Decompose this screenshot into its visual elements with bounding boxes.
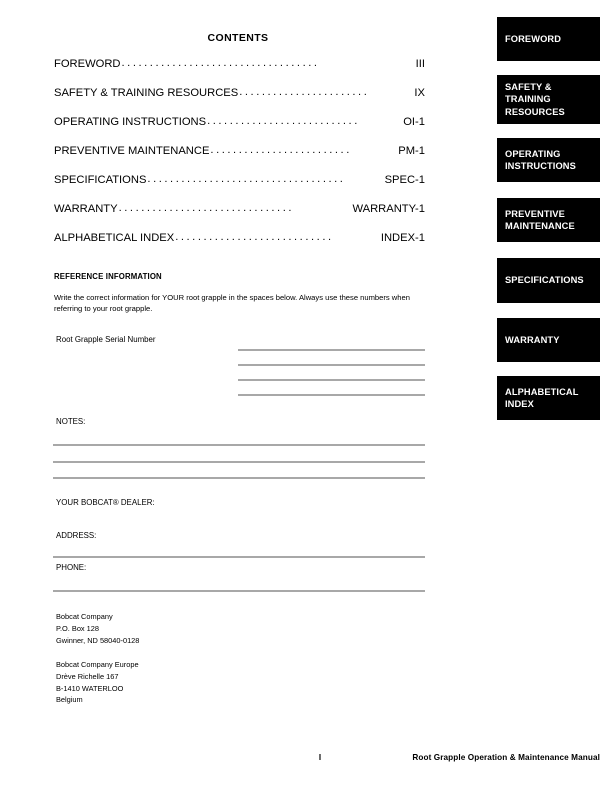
toc-entry-warranty[interactable] — [54, 203, 425, 232]
toc-dot-leader: ............................... — [118, 203, 295, 214]
address-line: Bobcat Company — [56, 612, 113, 621]
toc-label: WARRANTY — [54, 203, 118, 215]
toc-entry-specifications[interactable] — [54, 174, 425, 203]
phone-line[interactable] — [53, 590, 425, 592]
section-tab-alphabetical-index[interactable] — [497, 376, 600, 420]
toc-dot-leader: ............................ — [175, 232, 334, 243]
toc-page-number: OI-1 — [403, 116, 425, 128]
notes-label: NOTES: — [56, 417, 86, 426]
section-tab-warranty[interactable] — [497, 318, 600, 362]
toc-dot-leader: ................................... — [147, 174, 346, 185]
toc-page-number: WARRANTY-1 — [352, 203, 425, 215]
serial-number-line-1[interactable] — [238, 349, 425, 351]
section-tab-line: INSTRUCTIONS — [505, 161, 576, 171]
section-tab-foreword[interactable] — [497, 17, 600, 61]
toc-entry-alphabetical-index[interactable] — [54, 232, 425, 261]
notes-line-3[interactable] — [53, 477, 425, 479]
section-tab-line: TRAINING — [505, 94, 551, 105]
address-label: ADDRESS: — [56, 531, 97, 540]
toc-label: FOREWORD — [54, 58, 121, 70]
notes-line-1[interactable] — [53, 444, 425, 446]
toc-entry-safety-training-resources[interactable] — [54, 87, 425, 116]
section-tab-specifications[interactable] — [497, 258, 600, 303]
serial-number-line-4[interactable] — [238, 394, 425, 396]
toc-dot-leader: ......................... — [210, 145, 352, 156]
footer-manual-title: Root Grapple Operation & Maintenance Manual — [412, 753, 600, 762]
section-tab-line: MAINTENANCE — [505, 221, 575, 231]
address-line: Belgium — [56, 695, 83, 705]
toc-label: OPERATING INSTRUCTIONS — [54, 116, 207, 128]
serial-number-label: Root Grapple Serial Number — [56, 335, 156, 344]
toc-dot-leader: ....................... — [239, 87, 370, 98]
toc-page-number: IX — [414, 87, 425, 99]
toc-label: SPECIFICATIONS — [54, 174, 147, 186]
toc-page-number: PM-1 — [398, 145, 425, 157]
section-tab-line: OPERATING — [505, 148, 561, 159]
toc-entry-preventive-maintenance[interactable] — [54, 145, 425, 174]
section-tab-safety-training-resources[interactable] — [497, 75, 600, 124]
section-tab-operating-instructions[interactable] — [497, 138, 600, 182]
page-title: CONTENTS — [207, 32, 269, 44]
address-line[interactable] — [53, 556, 425, 558]
toc-label: PREVENTIVE MAINTENANCE — [54, 145, 210, 157]
section-tab-line: RESOURCES — [505, 106, 565, 117]
toc-page-number: III — [415, 58, 425, 70]
toc-page-number: SPEC-1 — [384, 174, 425, 186]
section-tab-line: SAFETY & — [505, 82, 552, 93]
toc-entry-operating-instructions[interactable] — [54, 116, 425, 145]
address-block-us — [56, 611, 139, 646]
toc-label: SAFETY & TRAINING RESOURCES — [54, 87, 239, 99]
phone-label: PHONE: — [56, 563, 87, 572]
reference-information-body: Write the correct information for YOUR root grapple in the spaces below. Always use these numbers when referring to your root grapple. — [54, 293, 410, 313]
toc-page-number: INDEX-1 — [380, 232, 425, 244]
table-of-contents — [54, 58, 425, 261]
section-tab-preventive-maintenance[interactable] — [497, 198, 600, 242]
footer-page-number: I — [318, 753, 322, 762]
section-tab-line: PREVENTIVE — [505, 208, 565, 219]
dealer-label: YOUR BOBCAT® DEALER: — [56, 498, 155, 507]
serial-number-line-2[interactable] — [238, 364, 425, 366]
section-tab-line: WARRANTY — [505, 334, 560, 345]
toc-dot-leader: ................................... — [121, 58, 320, 69]
section-tab-line: FOREWORD — [505, 33, 562, 44]
toc-entry-foreword[interactable] — [54, 58, 425, 87]
address-line: B-1410 WATERLOO — [56, 683, 124, 693]
section-tab-line: INDEX — [505, 399, 534, 409]
reference-information-heading: REFERENCE INFORMATION — [54, 272, 162, 281]
address-block-europe — [56, 659, 139, 706]
toc-label: ALPHABETICAL INDEX — [54, 232, 175, 244]
address-line: Bobcat Company Europe — [56, 660, 139, 669]
address-line: P.O. Box 128 — [56, 623, 100, 633]
serial-number-line-3[interactable] — [238, 379, 425, 381]
section-tab-strip — [497, 0, 612, 792]
address-line: Gwinner, ND 58040-0128 — [56, 635, 140, 645]
toc-dot-leader: ........................... — [207, 116, 360, 127]
notes-line-2[interactable] — [53, 461, 425, 463]
address-line: Drève Richelle 167 — [56, 671, 119, 681]
section-tab-line: SPECIFICATIONS — [505, 275, 584, 286]
section-tab-line: ALPHABETICAL — [505, 386, 579, 397]
